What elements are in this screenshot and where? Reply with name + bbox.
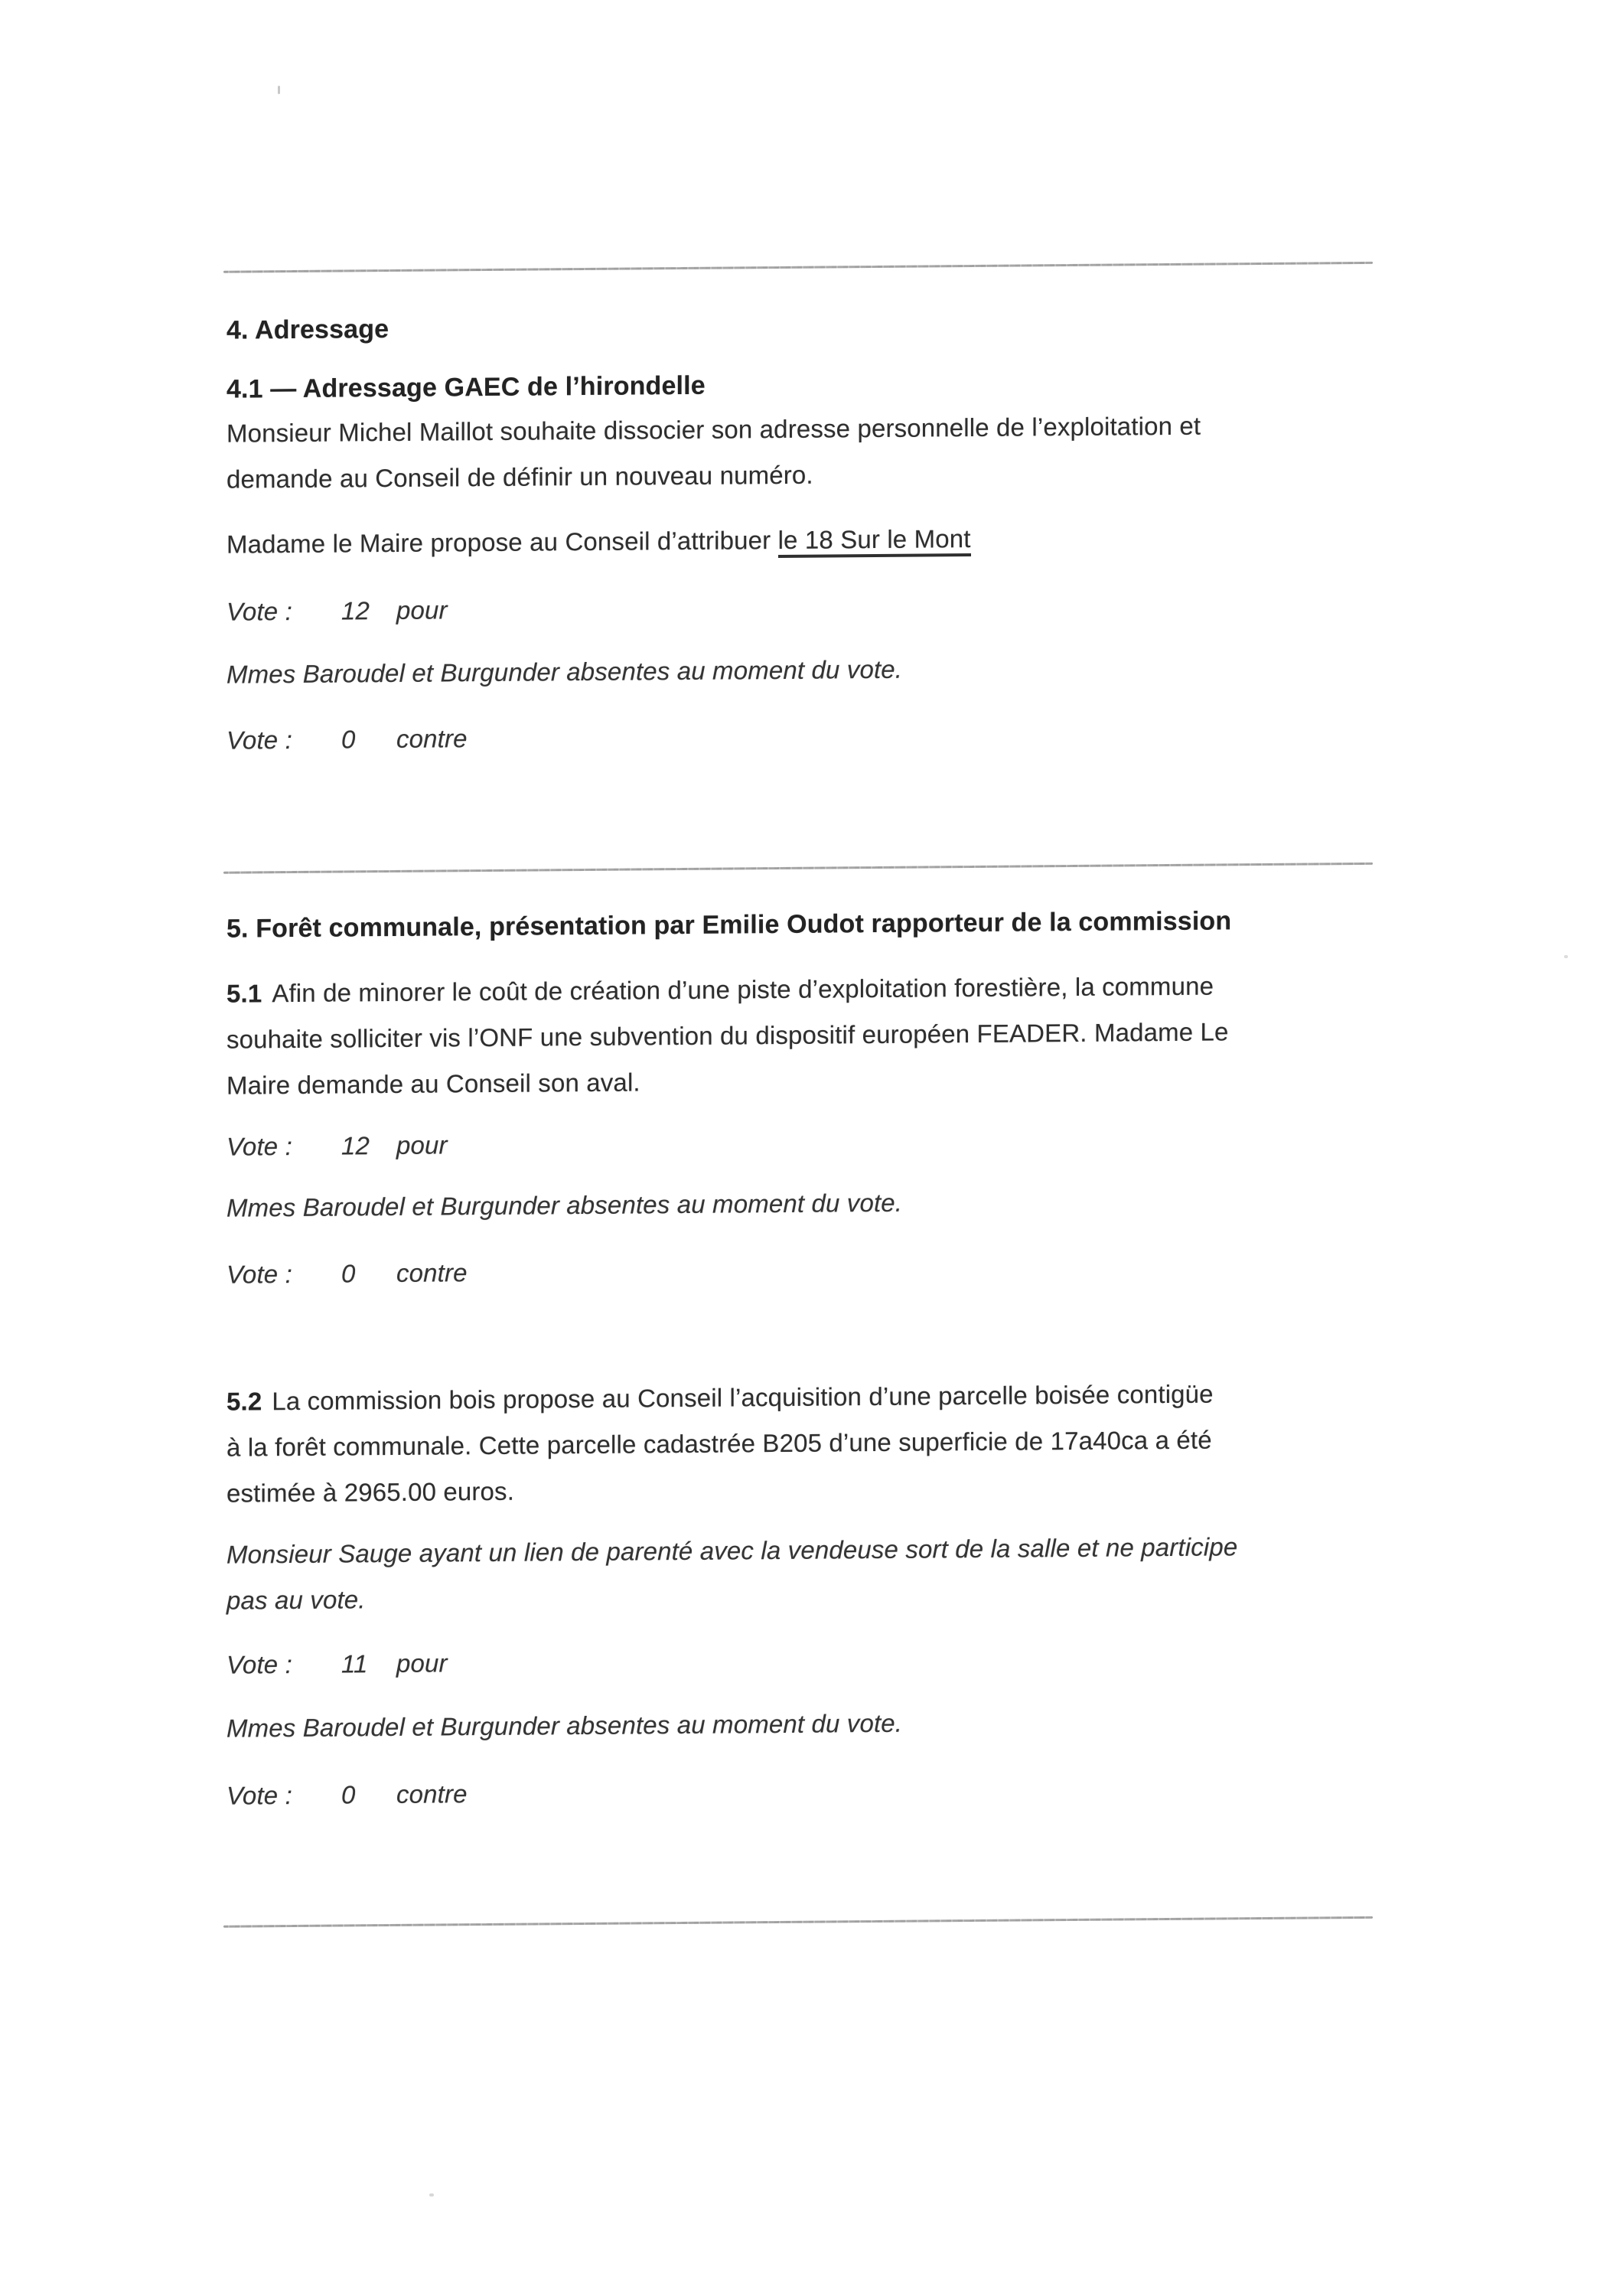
vote-line xyxy=(227,1250,468,1297)
vote-line xyxy=(227,1640,448,1688)
vote-count: 11 xyxy=(341,1649,368,1678)
paragraph-line: Maire demande au Conseil son aval. xyxy=(227,1068,640,1100)
section-divider-top xyxy=(223,262,1373,273)
section5-heading: 5. Forêt communale, présentation par Emilie Oudot rapporteur de la commission xyxy=(227,906,1232,944)
vote-label: Vote : xyxy=(227,1650,292,1679)
section5-item-5-2 xyxy=(227,1371,1214,1517)
section-divider-middle xyxy=(223,863,1373,874)
paragraph-line: estimée à 2965.00 euros. xyxy=(227,1476,515,1508)
vote-label: Vote : xyxy=(227,726,292,755)
vote-count: 0 xyxy=(341,725,356,754)
item-number: 5.2 xyxy=(227,1387,262,1416)
paragraph-line: Monsieur Michel Maillot souhaite dissocier son adresse personnelle de l’exploitation et xyxy=(227,411,1201,448)
section4-paragraph xyxy=(227,403,1201,503)
vote-line xyxy=(227,587,448,634)
vote-count: 12 xyxy=(341,1131,370,1160)
vote-choice: contre xyxy=(396,1779,468,1808)
section4-subheading: 4.1 — Adressage GAEC de l’hirondelle xyxy=(227,370,706,404)
vote-choice: contre xyxy=(396,724,468,753)
remark-note xyxy=(227,1524,1237,1623)
section4-heading: 4. Adressage xyxy=(227,315,389,345)
vote-label: Vote : xyxy=(227,1132,292,1161)
vote-label: Vote : xyxy=(227,1781,292,1810)
remark-line: pas au vote. xyxy=(227,1585,366,1615)
vote-choice: pour xyxy=(396,595,448,625)
vote-count: 0 xyxy=(341,1259,356,1288)
section-divider-bottom xyxy=(223,1916,1373,1928)
vote-count: 0 xyxy=(341,1780,356,1809)
vote-line xyxy=(227,1771,468,1818)
absence-note: Mmes Baroudel et Burgunder absentes au moment du vote. xyxy=(227,1708,903,1743)
paragraph-line: à la forêt communale. Cette parcelle cadastrée B205 d’une superficie de 17a40ca a été xyxy=(227,1425,1212,1462)
vote-label: Vote : xyxy=(227,597,292,626)
vote-line xyxy=(227,1122,448,1169)
proposal-line xyxy=(227,516,971,568)
absence-note: Mmes Baroudel et Burgunder absentes au moment du vote. xyxy=(227,1188,903,1222)
proposal-underlined-address: le 18 Sur le Mont xyxy=(778,524,971,558)
section5-item-5-1 xyxy=(227,963,1229,1108)
paragraph-line: 5.2 La commission bois propose au Conseil l’acquisition d’une parcelle boisée contigüe xyxy=(227,1379,1214,1416)
proposal-text: Madame le Maire propose au Conseil d’attribuer xyxy=(227,526,778,559)
paragraph-line: demande au Conseil de définir un nouveau numéro. xyxy=(227,460,813,494)
absence-note: Mmes Baroudel et Burgunder absentes au moment du vote. xyxy=(227,654,903,689)
paragraph-line: souhaite solliciter vis l’ONF une subvention du dispositif européen FEADER. Madame Le xyxy=(227,1017,1229,1054)
vote-choice: pour xyxy=(396,1649,448,1678)
vote-count: 12 xyxy=(341,596,370,625)
vote-line xyxy=(227,716,468,763)
paragraph-line: 5.1 Afin de minorer le coût de création d’une piste d’exploitation forestière, la commune xyxy=(227,971,1214,1008)
remark-line: Monsieur Sauge ayant un lien de parenté avec la vendeuse sort de la salle et ne participe xyxy=(227,1532,1238,1569)
vote-choice: pour xyxy=(396,1130,448,1159)
vote-label: Vote : xyxy=(227,1260,292,1289)
vote-choice: contre xyxy=(396,1258,468,1287)
item-number: 5.1 xyxy=(227,979,262,1008)
